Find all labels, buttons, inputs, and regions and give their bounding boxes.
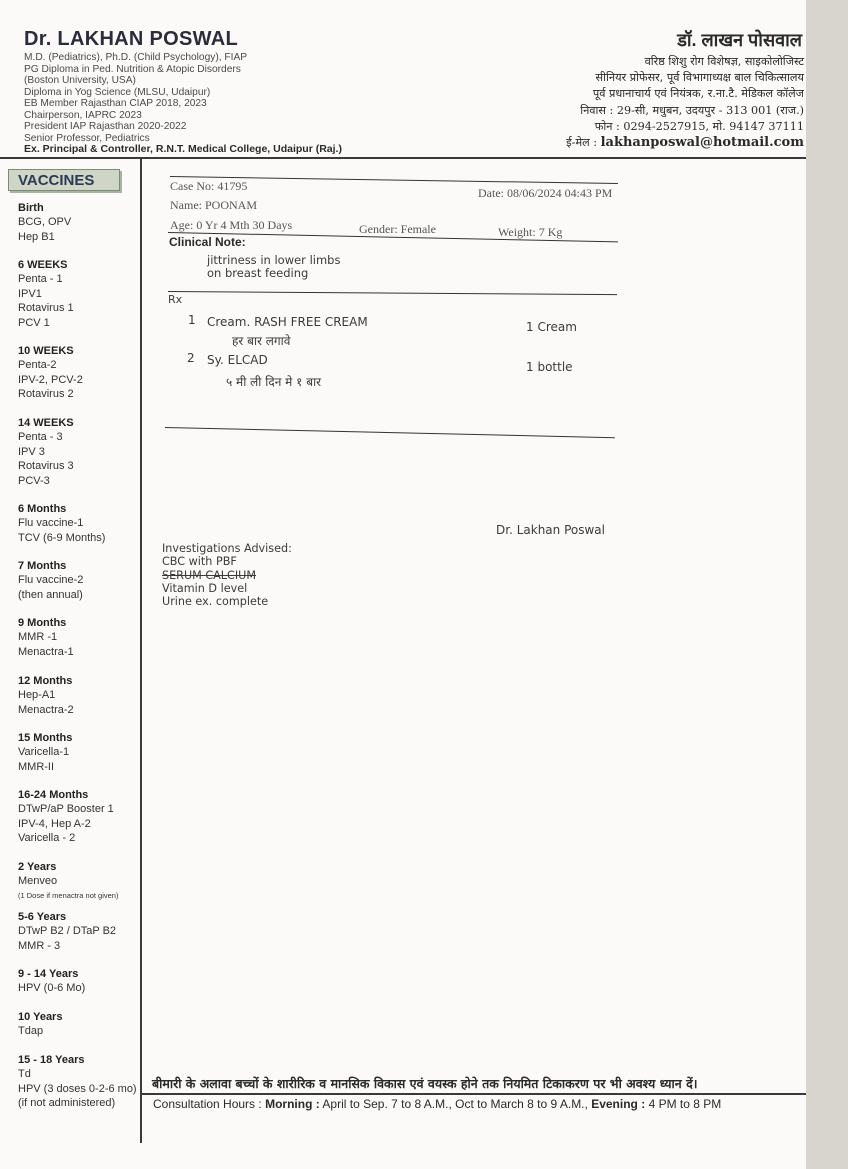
rx-label: Rx (168, 293, 183, 306)
clinical-note-line: on breast feeding (207, 266, 309, 280)
vaccine-item: Rotavirus 3 (18, 460, 74, 473)
rx-item-name: Sy. ELCAD (207, 353, 268, 367)
investigations-label: Investigations Advised: (162, 542, 292, 555)
hindi-line: सीनियर प्रोफेसर, पूर्व विभागाध्यक्ष बाल चिकित्सालय (595, 71, 804, 85)
hindi-details (566, 54, 804, 151)
vaccine-item: BCG, OPV (18, 216, 72, 229)
email-line (566, 135, 804, 151)
vaccine-group-heading: 9 Months (18, 617, 67, 629)
vaccine-item: Penta-2 (18, 359, 57, 372)
clinical-note-label: Clinical Note: (169, 235, 246, 249)
qualification-line: Senior Professor, Pediatrics (24, 132, 150, 144)
doctor-name-hindi: डॉ. लाखन पोसवाल (677, 30, 802, 50)
vaccine-item: HPV (3 doses 0-2-6 mo) (18, 1082, 137, 1095)
hindi-line: निवास : 29-सी, मधुबन, उदयपुर - 313 001 (राज.) (580, 103, 804, 117)
vaccine-group (18, 502, 105, 545)
vaccine-group (18, 201, 71, 244)
vaccine-group (18, 910, 116, 953)
morning-label: Morning : (265, 1097, 320, 1111)
sidebar-divider (140, 158, 142, 1143)
vaccine-note: (1 Dose if menactra not given) (18, 890, 119, 900)
vaccination-reminder: बीमारी के अलावा बच्चों के शारीरिक व मानसिक विकास एवं वयस्क होने तक नियमित टिकाकरण पर भी अवश्य ध्यान दें। (152, 1076, 698, 1091)
vaccine-group (18, 731, 72, 774)
vaccine-item: Varicella - 2 (18, 832, 76, 845)
vaccine-item: IPV 3 (18, 445, 45, 458)
vaccine-group (18, 860, 118, 903)
patient-name: Name: POONAM (170, 198, 257, 212)
vaccine-item: Rotavirus 2 (18, 388, 74, 401)
vaccine-group-heading: 6 WEEKS (18, 259, 68, 271)
vaccine-item: DTwP B2 / DTaP B2 (18, 925, 117, 938)
vaccine-item: Penta - 3 (18, 431, 63, 444)
vaccine-group-heading: 16-24 Months (18, 789, 89, 801)
vaccine-group-heading: 12 Months (18, 675, 73, 687)
vaccine-item: (if not administered) (18, 1097, 116, 1110)
vaccine-group-heading: 14 WEEKS (18, 417, 74, 429)
investigations (162, 542, 292, 608)
vaccine-group-heading: 15 Months (18, 732, 73, 744)
vaccine-group-heading: 10 Years (18, 1011, 63, 1023)
background-surface (806, 0, 848, 1169)
vaccine-group-heading: 10 WEEKS (18, 345, 74, 357)
qualification-line: PG Diploma in Ped. Nutrition & Atopic Disorders (24, 63, 241, 75)
qualifications (24, 52, 342, 156)
hindi-line: फोन : 0294-2527915, मो. 94147 37111 (594, 119, 804, 133)
evening-hours: 4 PM to 8 PM (648, 1097, 722, 1111)
vaccine-group-heading: 2 Years (18, 861, 57, 873)
vaccine-item: IPV-2, PCV-2 (18, 373, 83, 386)
vaccine-item: Menactra-2 (18, 703, 74, 716)
footer-divider (142, 1093, 806, 1095)
consultation-hours (153, 1097, 721, 1111)
investigation-item: CBC with PBF (162, 555, 237, 569)
vaccine-group-heading: 5-6 Years (18, 911, 67, 923)
rx-item-quantity: 1 Cream (526, 320, 577, 334)
doctor-name: Dr. LAKHAN POSWAL (24, 28, 238, 50)
vaccine-item: MMR -1 (18, 631, 58, 644)
hindi-line: पूर्व प्रधानाचार्य एवं नियंत्रक, र.ना.टै. मेडिकल कॉलेज (592, 87, 804, 101)
investigation-item: Urine ex. complete (162, 595, 269, 609)
vaccine-item: (then annual) (18, 588, 83, 601)
vaccine-item: Varicella-1 (18, 746, 70, 759)
qualification-line: M.D. (Pediatrics), Ph.D. (Child Psychology), FIAP (24, 52, 248, 63)
vaccine-group (18, 967, 85, 996)
clinical-note-line: jittriness in lower limbs (207, 253, 341, 267)
rx-item-number: 2 (187, 351, 195, 365)
vaccine-group (18, 1053, 137, 1111)
vaccine-item: Flu vaccine-2 (18, 574, 84, 587)
qualification-line: Chairperson, IAPRC 2023 (24, 109, 142, 121)
vaccine-item: Hep-A1 (18, 689, 56, 702)
vaccine-group (18, 788, 114, 846)
vaccine-group-heading: 9 - 14 Years (18, 968, 79, 980)
vaccine-item: MMR - 3 (18, 939, 61, 952)
vaccine-item: PCV-3 (18, 474, 50, 487)
vaccine-group (18, 258, 74, 330)
vaccine-item: Penta - 1 (18, 273, 63, 286)
vaccine-item: Tdap (18, 1025, 44, 1038)
vaccine-group-heading: 15 - 18 Years (18, 1054, 85, 1066)
rx-item-name: Cream. RASH FREE CREAM (207, 315, 368, 329)
qualification-line: Diploma in Yog Science (MLSU, Udaipur) (24, 86, 211, 98)
qualification-bold-line: Ex. Principal & Controller, R.N.T. Medical College, Udaipur (Raj.) (24, 143, 342, 155)
patient-weight: Weight: 7 Kg (498, 225, 563, 239)
investigation-item: Vitamin D level (162, 581, 248, 595)
qualification-line: (Boston University, USA) (24, 75, 136, 86)
vaccine-group-heading: 7 Months (18, 560, 67, 572)
hours-label: Consultation Hours : (153, 1097, 262, 1111)
vaccine-item: DTwP/aP Booster 1 (18, 803, 114, 816)
vaccine-item: Flu vaccine-1 (18, 517, 84, 530)
rx-item-quantity: 1 bottle (526, 360, 573, 374)
vaccine-item: TCV (6-9 Months) (18, 531, 106, 544)
vaccine-group (18, 416, 74, 488)
vaccine-group-heading: 6 Months (18, 503, 67, 515)
rx-item-instruction: हर बार लगावे (232, 334, 291, 348)
vaccines-title: VACCINES (8, 169, 120, 191)
email-label: ई-मेल : (566, 136, 598, 150)
vaccine-group (18, 559, 83, 602)
header-divider (0, 157, 806, 159)
patient-gender: Gender: Female (359, 222, 436, 236)
vaccine-group-heading: Birth (18, 202, 44, 214)
vaccine-group (18, 674, 74, 717)
vaccine-item: IPV1 (18, 287, 42, 300)
signature: Dr. Lakhan Poswal (496, 523, 605, 537)
rx-item-number: 1 (188, 313, 196, 327)
vaccine-group (18, 616, 74, 659)
qualification-line: EB Member Rajasthan CIAP 2018, 2023 (24, 98, 207, 109)
patient-age: Age: 0 Yr 4 Mth 30 Days (170, 218, 293, 232)
vaccine-item: MMR-II (18, 760, 55, 773)
rx-item-instruction: ५ मी ली दिन मे १ बार (226, 375, 322, 389)
investigation-item: SERUM CALCIUM (162, 568, 256, 582)
case-number: Case No: 41795 (170, 179, 248, 193)
vaccine-item: Menactra-1 (18, 645, 74, 658)
evening-label: Evening : (591, 1097, 646, 1111)
vaccine-item: IPV-4, Hep A-2 (18, 817, 91, 830)
qualification-line: President IAP Rajasthan 2020-2022 (24, 121, 187, 132)
vaccine-item: Menveo (18, 875, 58, 888)
email-address: lakhanposwal@hotmail.com (600, 135, 804, 151)
visit-date: Date: 08/06/2024 04:43 PM (478, 186, 613, 200)
vaccine-group (18, 344, 83, 402)
vaccine-item: PCV 1 (18, 316, 50, 329)
vaccine-item: Rotavirus 1 (18, 302, 74, 315)
morning-hours: April to Sep. 7 to 8 A.M., Oct to March 8 to 9 A.M., (322, 1097, 588, 1111)
vaccine-group (18, 1010, 62, 1039)
hindi-line: वरिष्ठ शिशु रोग विशेषज्ञ, साइकोलोजिस्ट (644, 55, 804, 68)
vaccine-item: Td (18, 1068, 31, 1081)
vaccine-item: Hep B1 (18, 230, 55, 243)
vaccine-item: HPV (0-6 Mo) (18, 982, 86, 995)
